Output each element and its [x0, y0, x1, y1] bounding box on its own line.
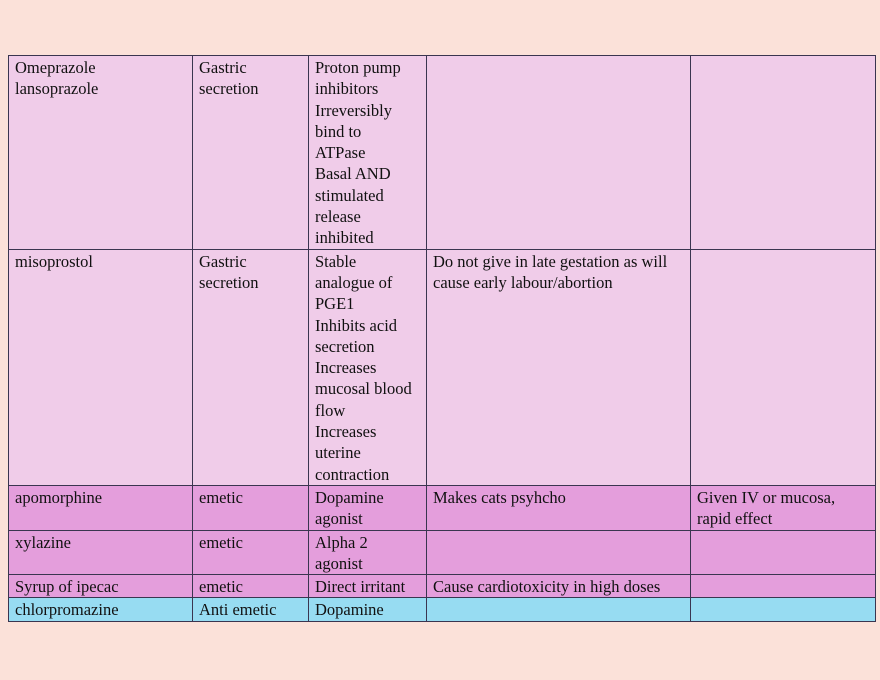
cell-line: Gastric — [199, 58, 247, 77]
cell-line: Irreversibly — [315, 100, 392, 120]
cell-line: agonist — [315, 553, 363, 573]
cell-line: lansoprazole — [15, 79, 99, 99]
cell-notes: Do not give in late gestation as will cause early labour/abortion — [427, 249, 691, 485]
cell-mechanism — [309, 485, 427, 530]
cell-line: Omeprazole — [15, 58, 96, 77]
cell-drug — [9, 56, 193, 250]
cell-line: Gastric — [199, 251, 247, 271]
cell-line: Increases — [315, 422, 377, 442]
cell-line: Increases — [315, 358, 377, 378]
cell-line: stimulated — [315, 185, 384, 205]
cell-line: Alpha 2 — [315, 532, 368, 552]
table-row — [9, 249, 876, 485]
cell-line: Inhibits acid — [315, 315, 398, 335]
table-row — [9, 485, 876, 530]
cell-line: xylazine — [15, 532, 71, 552]
cell-drug — [9, 530, 193, 575]
cell-line: inhibitors — [315, 79, 379, 99]
cell-line: Stable — [315, 251, 357, 271]
drug-table — [8, 55, 876, 622]
cell-line: release — [315, 207, 361, 227]
table-row — [9, 598, 876, 621]
cell-extra — [691, 575, 876, 598]
cell-use — [193, 575, 309, 598]
cell-drug — [9, 485, 193, 530]
cell-notes — [427, 56, 691, 250]
cell-line: Dopamine — [315, 487, 384, 507]
cell-notes — [427, 598, 691, 621]
cell-extra — [691, 598, 876, 621]
cell-use — [193, 56, 309, 250]
table-row — [9, 575, 876, 598]
cell-line: contraction — [315, 464, 390, 484]
cell-use — [193, 530, 309, 575]
cell-line: agonist — [315, 509, 363, 529]
cell-line: PGE1 — [315, 294, 355, 314]
cell-line: chlorpromazine — [15, 600, 119, 620]
cell-line: Proton pump — [315, 58, 401, 77]
cell-use — [193, 598, 309, 621]
cell-line: emetic — [199, 487, 243, 507]
cell-notes — [427, 530, 691, 575]
cell-extra — [691, 530, 876, 575]
cell-line: secretion — [315, 336, 375, 356]
cell-line: emetic — [199, 532, 243, 552]
cell-drug — [9, 598, 193, 621]
cell-mechanism — [309, 249, 427, 485]
cell-use — [193, 485, 309, 530]
cell-mechanism — [309, 530, 427, 575]
cell-line: uterine — [315, 443, 361, 463]
cell-use — [193, 249, 309, 485]
cell-line: Basal AND — [315, 164, 391, 184]
cell-mechanism — [309, 598, 427, 621]
cell-notes: Cause cardiotoxicity in high doses — [427, 575, 691, 598]
cell-line: secretion — [199, 272, 259, 292]
cell-extra — [691, 249, 876, 485]
cell-notes: Makes cats psyhcho — [427, 485, 691, 530]
table-row — [9, 530, 876, 575]
cell-line: analogue of — [315, 272, 393, 292]
cell-drug — [9, 575, 193, 598]
cell-line: inhibited — [315, 228, 374, 248]
cell-line: emetic — [199, 577, 243, 597]
cell-line: misoprostol — [15, 251, 93, 271]
table-row — [9, 56, 876, 250]
cell-extra — [691, 56, 876, 250]
cell-drug — [9, 249, 193, 485]
cell-line: Direct irritant — [315, 577, 406, 597]
cell-line: Anti emetic — [199, 600, 277, 620]
cell-line: apomorphine — [15, 487, 103, 507]
cell-line: secretion — [199, 79, 259, 99]
cell-line: ATPase — [315, 143, 366, 163]
cell-line: Dopamine — [315, 600, 384, 620]
cell-line: flow — [315, 400, 346, 420]
cell-extra: Given IV or mucosa, rapid effect — [691, 485, 876, 530]
cell-mechanism — [309, 56, 427, 250]
cell-line: Syrup of ipecac — [15, 577, 119, 597]
cell-line: mucosal blood — [315, 379, 412, 399]
cell-mechanism — [309, 575, 427, 598]
cell-line: bind to — [315, 121, 362, 141]
